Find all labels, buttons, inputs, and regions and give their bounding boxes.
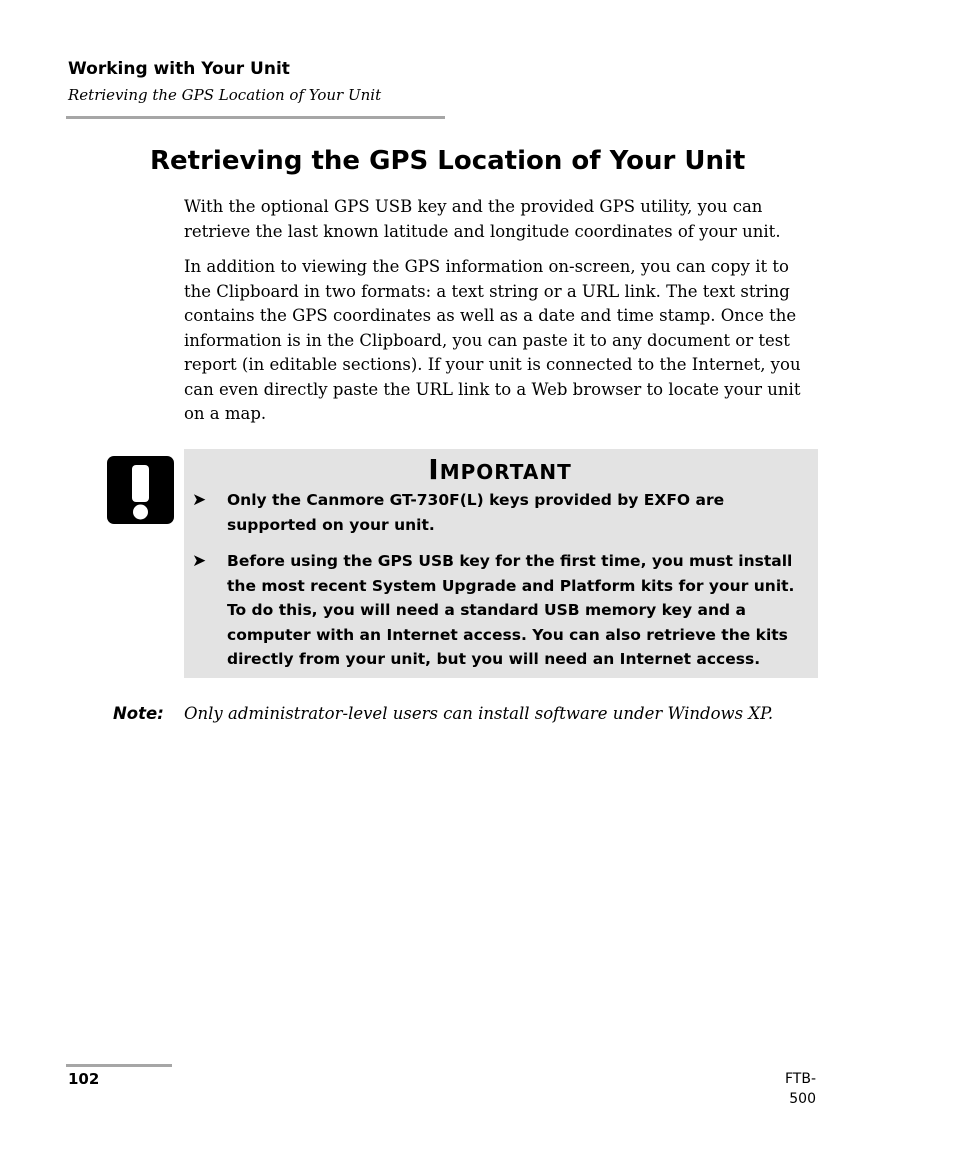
paragraph: With the optional GPS USB key and the provided GPS utility, you can retrieve the last known latitude and longitude coordinates of your unit. — [184, 197, 781, 241]
product-name: FTB-500 — [784, 1071, 816, 1107]
page-title: Retrieving the GPS Location of Your Unit — [150, 146, 746, 176]
body-text — [184, 195, 812, 438]
running-header — [68, 58, 381, 106]
section-title: Retrieving the GPS Location of Your Unit — [68, 86, 382, 104]
chapter-title: Working with Your Unit — [68, 59, 290, 79]
exclamation-icon — [107, 456, 174, 524]
footer-rule — [66, 1064, 172, 1067]
arrow-bullet-icon: ➤ — [192, 490, 207, 510]
list-item-text: Only the Canmore GT-730F(L) keys provided by EXFO are supported on your unit. — [227, 491, 725, 534]
list-item-text: Before using the GPS USB key for the first time, you must install the most recent System Upgrade and Platform kits for your unit. To do this, you will need a standard USB memory key and a computer with an Internet access. You can also retrieve the kits directly from your unit, but you will need an Internet access. — [227, 552, 795, 668]
arrow-bullet-icon: ➤ — [192, 551, 207, 571]
paragraph: In addition to viewing the GPS information on-screen, you can copy it to the Clipboard in two formats: a text string or a URL link. The text string contains the GPS coordinates as well as a date and time stamp. Once the information is in the Clipboard, you can paste it to any document or test report (in editable sections). If your unit is connected to the Internet, you can even directly paste the URL link to a Web browser to locate your unit on a map. — [184, 257, 801, 423]
note-label: Note: — [113, 704, 164, 723]
header-rule — [66, 116, 445, 119]
page-number: 102 — [68, 1070, 100, 1088]
note-text: Only administrator-level users can install software under Windows XP. — [184, 704, 774, 723]
important-title: Important — [428, 453, 572, 486]
